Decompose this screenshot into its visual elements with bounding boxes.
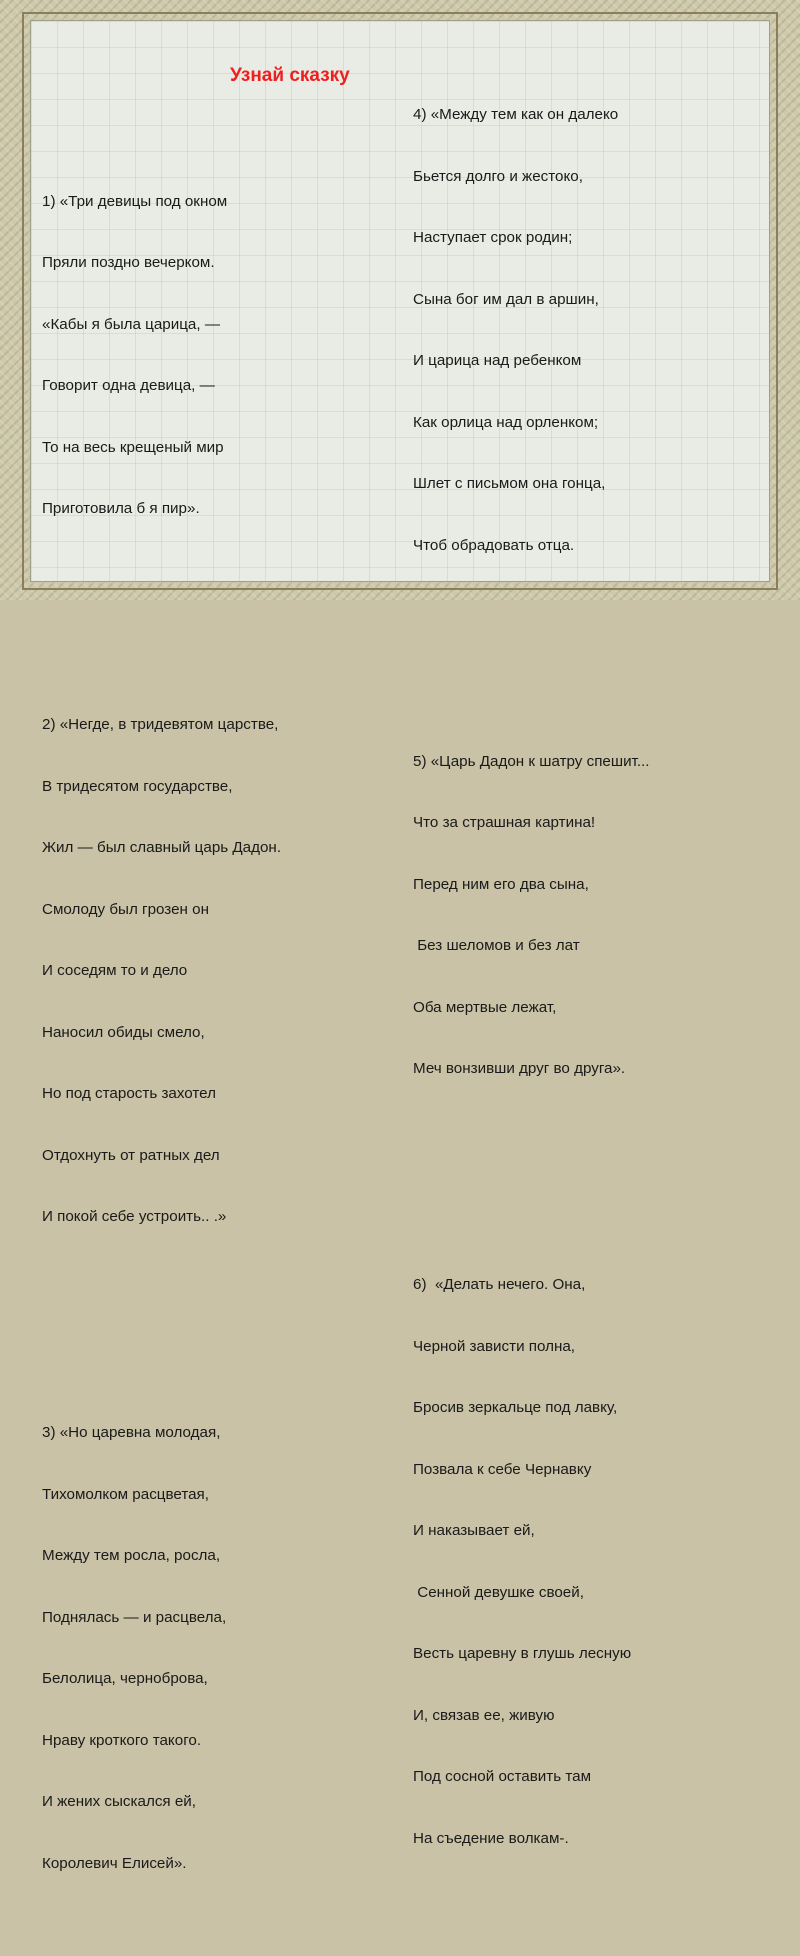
text-line: На съедение волкам-. xyxy=(413,1829,569,1847)
excerpt-4 xyxy=(413,64,649,597)
spacer xyxy=(42,1310,350,1321)
text-line: И жених сыскался ей, xyxy=(42,1793,197,1810)
text-line: «Кабы я была царица, — xyxy=(42,315,221,333)
text-line: И покой себе устроить.. .» xyxy=(42,1208,227,1225)
text-line: Бросив зеркальце под лавку, xyxy=(413,1399,618,1416)
excerpt-3 xyxy=(42,1382,350,1915)
text-line: Что за страшная картина! xyxy=(413,814,596,831)
text-line: Весть царевну в глушь лесную xyxy=(413,1645,632,1662)
text-line: Тихомолком расцветая, xyxy=(42,1485,210,1503)
text-line: 6) «Делать нечего. Она, xyxy=(413,1276,586,1293)
text-line: 4) «Между тем как он далеко xyxy=(413,106,619,123)
text-line: Наносил обиды смело, xyxy=(42,1023,205,1041)
spacer xyxy=(42,602,350,613)
excerpt-2 xyxy=(42,674,350,1269)
text-line: Чтоб обрадовать отца. xyxy=(413,536,575,554)
text-line: Без шеломов и без лат xyxy=(413,937,580,954)
text-line: Под сосной оставить там xyxy=(413,1768,592,1785)
left-column xyxy=(42,23,350,1956)
text-line: Пряли поздно вечерком. xyxy=(42,254,215,271)
text-line: И царица над ребенком xyxy=(413,352,582,369)
text-line: Сенной девушке своей, xyxy=(413,1583,584,1601)
text-line: 2) «Негде, в тридевятом царстве, xyxy=(42,716,279,733)
text-line: И наказывает ей, xyxy=(413,1522,535,1539)
text-line: Нраву кроткого такого. xyxy=(42,1731,202,1749)
text-line: 3) «Но царевна молодая, xyxy=(42,1424,221,1441)
text-line: Позвала к себе Чернавку xyxy=(413,1460,592,1478)
text-line: Поднялась — и расцвела, xyxy=(42,1608,227,1626)
excerpt-1 xyxy=(42,151,350,561)
text-line: Жил — был славный царь Дадон. xyxy=(42,839,282,856)
text-line: Шлет с письмом она гонца, xyxy=(413,475,606,492)
text-line: Приготовила б я пир». xyxy=(42,500,200,517)
text-line: Королевич Елисей». xyxy=(42,1854,187,1872)
text-line: Бьется долго и жестоко, xyxy=(413,167,583,185)
text-line: 1) «Три девицы под окном xyxy=(42,192,228,210)
text-line: Между тем росла, росла, xyxy=(42,1547,221,1564)
excerpt-6 xyxy=(413,1234,649,1890)
spacer xyxy=(413,638,649,649)
text-line: Оба мертвые лежат, xyxy=(413,998,557,1016)
text-line: Но под старость захотел xyxy=(42,1085,216,1102)
text-line: Меч вонзивши друг во друга». xyxy=(413,1060,626,1077)
text-line: Говорит одна девица, — xyxy=(42,377,215,394)
text-line: Черной зависти полна, xyxy=(413,1337,576,1355)
text-line: То на весь крещеный мир xyxy=(42,438,224,456)
text-line: Сына бог им дал в аршин, xyxy=(413,290,599,308)
text-line: Белолица, черноброва, xyxy=(42,1670,208,1687)
right-column xyxy=(413,23,649,1931)
text-line: Наступает срок родин; xyxy=(413,229,573,246)
text-line: 5) «Царь Дадон к шатру спешит... xyxy=(413,752,650,770)
slide-title: Узнай сказку xyxy=(230,65,350,86)
text-line: И соседям то и дело xyxy=(42,962,188,979)
text-line: Отдохнуть от ратных дел xyxy=(42,1146,220,1164)
spacer xyxy=(413,1162,649,1173)
text-panel xyxy=(30,20,770,1872)
excerpt-5 xyxy=(413,711,649,1121)
text-line: Перед ним его два сына, xyxy=(413,875,589,893)
text-line: В тридесятом государстве, xyxy=(42,777,233,795)
text-line: Смолоду был грозен он xyxy=(42,900,209,918)
text-line: Как орлица над орленком; xyxy=(413,413,599,431)
text-line: И, связав ее, живую xyxy=(413,1706,555,1724)
